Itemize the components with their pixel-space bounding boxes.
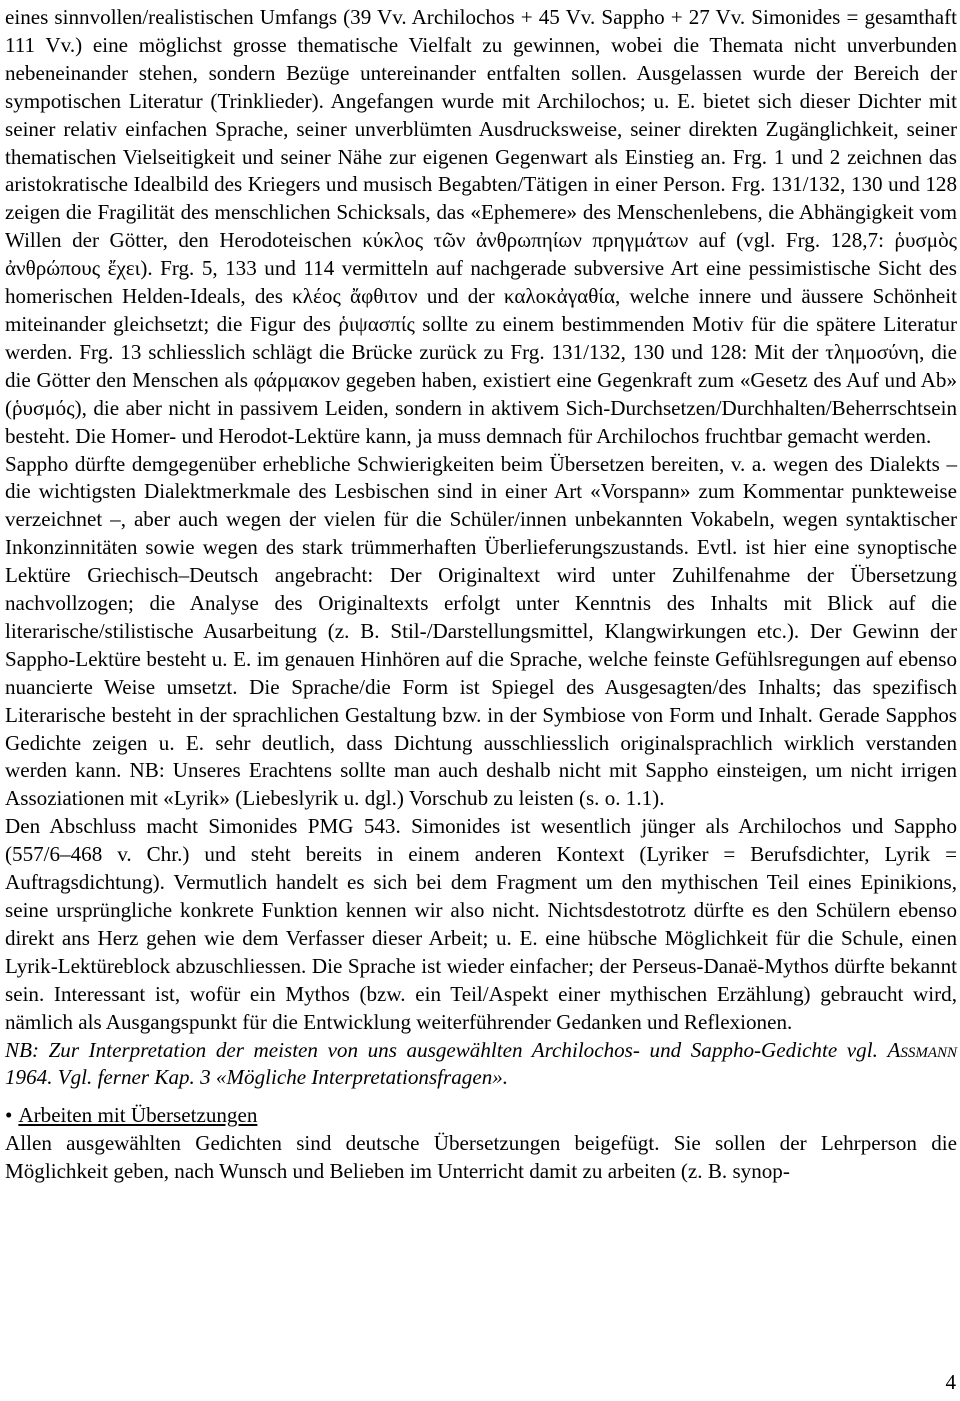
bullet-icon: •: [5, 1103, 13, 1128]
section-heading-line: [5, 1102, 957, 1130]
page-number: 4: [945, 1370, 956, 1394]
paragraph-simonides: Den Abschluss macht Simonides PMG 543. Simonides ist wesentlich jünger als Archilochos und Sappho (557/6–468 v. Chr.) und steht bereits in einem anderen Kontext (Lyriker = Berufsdichter, Lyrik = Auftragsdichtung). Vermutlich handelt es sich bei dem Fragment um den mythischen Teil eines Epinikions, seine ursprüngliche konkrete Funktion kennen wir also nicht. Nichtsdestotrotz dürfte es den Schülern ebenso direkt ans Herz gehen wie dem Verfasser dieser Arbeit; u. E. eine hübsche Möglichkeit für die Schule, einen Lyrik-Lektüreblock abzuschliessen. Die Sprache ist wieder einfacher; der Perseus-Danaë-Mythos dürfte bekannt sein. Interessant ist, wofür ein Mythos (bzw. ein Teil/Aspekt einer mythischen Erzählung) gebraucht wird, nämlich als Ausgangspunkt für die Entwicklung weiterführender Gedanken und Reflexionen.: [5, 814, 957, 1034]
paragraph-sappho: Sappho dürfte demgegenüber erhebliche Schwierigkeiten beim Übersetzen bereiten, v. a. wegen des Dialekts – die wichtigsten Dialektmerkmale des Lesbischen sind in einer Art «Vorspann» zum Kommentar punkteweise verzeichnet –, aber auch wegen der vielen für die Schüler/innen unbekannten Vokabeln, wegen syntaktischer Inkonzinnitäten sowie wegen des stark trümmerhaften Überlieferungszustands. Evtl. ist hier eine synoptische Lektüre Griechisch–Deutsch angebracht: Der Originaltext wird unter Zuhilfenahme der Übersetzung nachvollzogen; die Analyse des Originaltexts erfolgt unter Kenntnis des Inhalts mit Blick auf die literarische/stilistische Ausarbeitung (z. B. Stil-/Darstellungsmittel, Klangwirkungen etc.). Der Gewinn der Sappho-Lektüre besteht u. E. im genauen Hinhören auf die Sprache, welche feinste Gefühlsregungen auf ebenso nuancierte Weise umsetzt. Die Sprache/die Form ist Spiegel des Ausgesagten/des Inhalts; das spezifisch Literarische besteht in der sprachlichen Gestaltung bzw. in der Symbiose von Form und Inhalt. Gerade Sapphos Gedichte zeigen u. E. sehr deutlich, dass Dichtung ausschliesslich originalsprachlich wirklich verstanden werden kann. NB: Unseres Erachtens sollte man auch deshalb nicht mit Sappho einsteigen, um nicht irrigen Assoziationen mit «Lyrik» (Liebeslyrik u. dgl.) Vorschub zu leisten (s. o. 1.1).: [5, 451, 957, 811]
note-author: Assmann: [887, 1037, 957, 1062]
section-heading: Arbeiten mit Übersetzungen: [18, 1103, 258, 1128]
note-text-end: 1964. Vgl. ferner Kap. 3 «Mögliche Interpretationsfragen».: [5, 1065, 509, 1090]
interpretation-note: [5, 1037, 957, 1093]
paragraph-translations: Allen ausgewählten Gedichten sind deutsche Übersetzungen beigefügt. Sie sollen der Lehrperson die Möglichkeit geben, nach Wunsch und Belieben im Unterricht damit zu arbeiten (z. B. synop-: [5, 1131, 957, 1184]
paragraph-archilochos: eines sinnvollen/realistischen Umfangs (39 Vv. Archilochos + 45 Vv. Sappho + 27 Vv. Simonides = gesamthaft 111 Vv.) eine möglichst grosse thematische Vielfalt zu gewinnen, wobei die Themata nicht unverbunden nebeneinander stehen, sondern Bezüge untereinander entfalten sollen. Ausgelassen wurde der Bereich der sympotischen Literatur (Trinklieder). Angefangen wurde mit Archilochos; u. E. bietet sich dieser Dichter mit seiner relativ einfachen Sprache, seiner unverblümten Ausdrucksweise, seiner direkten Zugänglichkeit, seiner thematischen Vielseitigkeit und seiner Nähe zur eigenen Gegenwart als Einstieg an. Frg. 1 und 2 zeichnen das aristokratische Idealbild des Kriegers und musisch Begabten/Tätigen in einer Person. Frg. 131/132, 130 und 128 zeigen die Fragilität des menschlichen Schicksals, das «Ephemere» des Menschenlebens, die Abhängigkeit vom Willen der Götter, den Herodoteischen κύκλος τῶν ἀνθρωπηίων πρηγμάτων auf (vgl. Frg. 128,7: ῥυσμὸς ἀνθρώπους ἔχει). Frg. 5, 133 und 114 vermitteln auf nachgerade subversive Art eine pessimistische Sicht des homerischen Helden-Ideals, des κλέος ἄφθιτον und der καλοκἀγαθία, welche innere und äussere Schönheit miteinander gleichsetzt; die Figur des ῥιψασπίς sollte zu einem bestimmenden Motiv für die spätere Literatur werden. Frg. 13 schliesslich schlägt die Brücke zurück zu Frg. 131/132, 130 und 128: Mit der τλημοσύνη, die die Götter den Menschen als φάρμακον gegeben haben, existiert eine Gegenkraft zum «Gesetz des Auf und Ab» (ῥυσμός), die aber nicht in passivem Leiden, sondern in aktivem Sich-Durchsetzen/Durchhalten/Beherrschtsein besteht. Die Homer- und Herodot-Lektüre kann, ja muss demnach für Archilochos fruchtbar gemacht werden.: [5, 5, 957, 448]
note-text-start: NB: Zur Interpretation der meisten von uns ausgewählten Archilochos- und Sappho-Gedichte vgl.: [5, 1037, 888, 1062]
document-page: [5, 4, 957, 1186]
